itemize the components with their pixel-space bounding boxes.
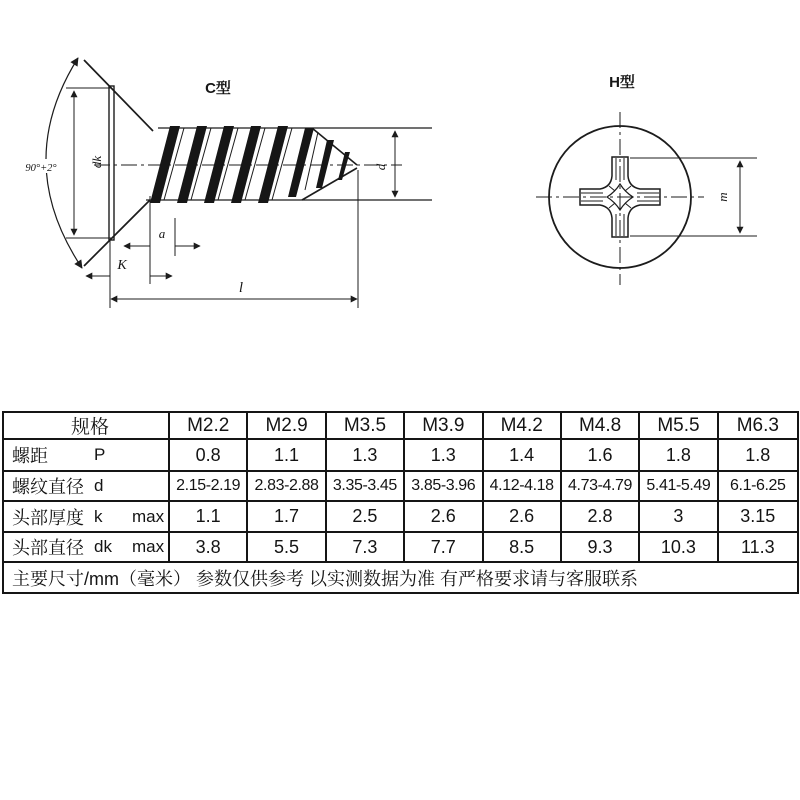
dim-countersink-angle <box>20 58 82 268</box>
row-label-head-diameter: 头部直径 dk max <box>4 533 170 563</box>
value-cell: 2.15-2.19 <box>170 472 248 502</box>
value-cell: 5.5 <box>248 533 326 563</box>
value-cell: 1.8 <box>719 440 797 472</box>
value-cell: 1.1 <box>248 440 326 472</box>
value-cell: 8.5 <box>484 533 562 563</box>
value-cell: 5.41-5.49 <box>640 472 718 502</box>
size-header: M2.9 <box>248 413 326 440</box>
center-lines <box>536 112 704 285</box>
value-cell: 1.3 <box>327 440 405 472</box>
value-cell: 1.3 <box>405 440 483 472</box>
value-cell: 4.73-4.79 <box>562 472 640 502</box>
l-label: l <box>238 280 244 296</box>
value-cell: 10.3 <box>640 533 718 563</box>
size-header: M6.3 <box>719 413 797 440</box>
spec-table <box>2 411 799 594</box>
value-cell: 3.85-3.96 <box>405 472 483 502</box>
value-cell: 3.35-3.45 <box>327 472 405 502</box>
value-cell: 9.3 <box>562 533 640 563</box>
value-cell: 3.15 <box>719 502 797 533</box>
symbol-P: P <box>94 445 106 464</box>
k-label: K <box>117 258 127 273</box>
size-header: M2.2 <box>170 413 248 440</box>
value-cell: 1.6 <box>562 440 640 472</box>
angle-label: 90°+2° <box>25 163 57 174</box>
value-cell: 3 <box>640 502 718 533</box>
dim-thread-diameter <box>373 131 395 197</box>
symbol-dk: dk <box>94 537 112 556</box>
value-cell: 1.1 <box>170 502 248 533</box>
value-cell: 2.83-2.88 <box>248 472 326 502</box>
symbol-k: k <box>94 506 103 526</box>
value-cell: 7.3 <box>327 533 405 563</box>
c-view <box>20 58 432 308</box>
a-label: a <box>158 226 166 241</box>
value-cell: 4.12-4.18 <box>484 472 562 502</box>
value-cell: 1.4 <box>484 440 562 472</box>
size-header: M3.5 <box>327 413 405 440</box>
value-cell: 2.8 <box>562 502 640 533</box>
value-cell: 7.7 <box>405 533 483 563</box>
value-cell: 3.8 <box>170 533 248 563</box>
h-view-title: H型 <box>609 74 635 91</box>
size-header: M5.5 <box>640 413 718 440</box>
table-header-spec <box>4 413 170 440</box>
value-cell: 2.6 <box>484 502 562 533</box>
row-label-head-height: 头部厚度 k max <box>4 502 170 533</box>
dim-head-diameter <box>66 88 112 238</box>
row-label-pitch: 螺距 P <box>4 440 170 472</box>
spec-label: 规格 <box>70 417 109 438</box>
max-label: max <box>132 537 165 556</box>
value-cell: 11.3 <box>719 533 797 563</box>
d-label: d <box>373 163 388 171</box>
m-label: m <box>715 192 730 202</box>
dk-label: dk <box>89 155 104 169</box>
value-cell: 0.8 <box>170 440 248 472</box>
c-view-title: C型 <box>205 80 231 97</box>
size-header: M3.9 <box>405 413 483 440</box>
h-view <box>536 73 757 285</box>
value-cell: 2.6 <box>405 502 483 533</box>
value-cell: 1.8 <box>640 440 718 472</box>
dim-thread-runout <box>124 196 200 284</box>
max-label: max <box>132 506 165 526</box>
table-footer-note: 主要尺寸/mm（毫米） 参数仅供参考 以实测数据为准 有严格要求请与客服联系 <box>12 568 638 589</box>
value-cell: 6.1-6.25 <box>719 472 797 502</box>
value-cell: 2.5 <box>327 502 405 533</box>
row-label-thread-diameter: 螺纹直径 d <box>4 472 170 502</box>
symbol-d: d <box>94 476 104 495</box>
size-header: M4.2 <box>484 413 562 440</box>
size-header: M4.8 <box>562 413 640 440</box>
value-cell: 1.7 <box>248 502 326 533</box>
screw-outline <box>84 60 432 266</box>
